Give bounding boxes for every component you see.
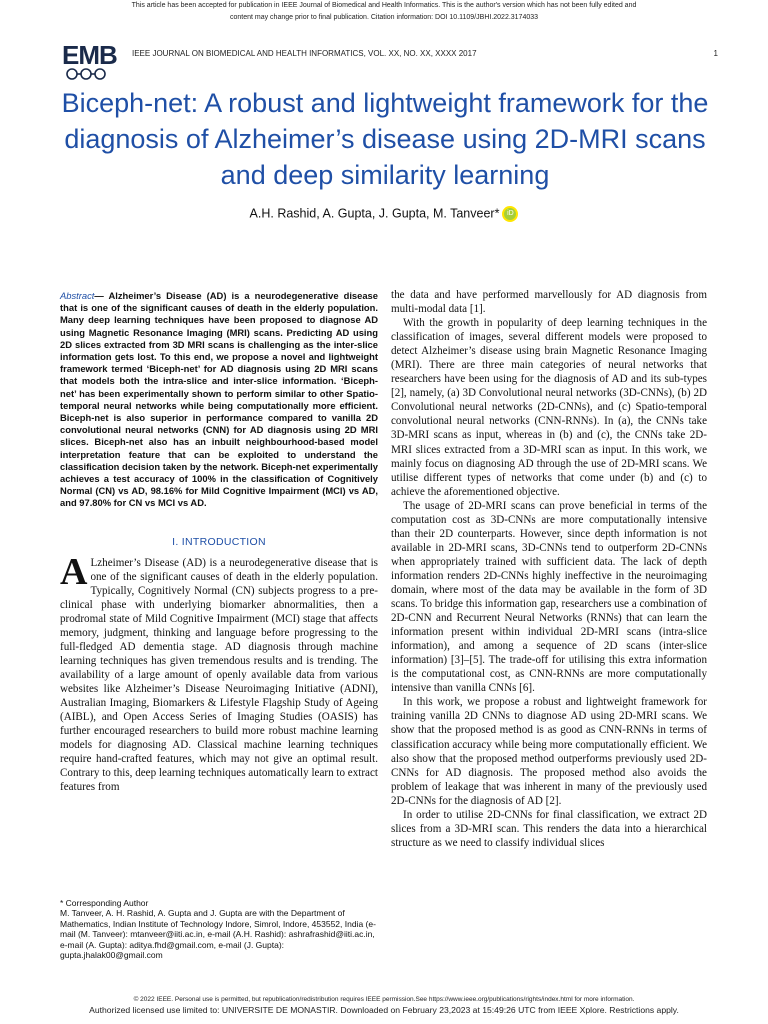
authors-text: A.H. Rashid, A. Gupta, J. Gupta, M. Tanveer* [249, 206, 500, 221]
author-affiliation-note: M. Tanveer, A. H. Rashid, A. Gupta and J. Gupta are with the Department of Mathematics, Indian Institute of Technology Indore, Simrol, Indore, 453552, India (e-mail (M. Tanveer): mtanveer@iiti.ac.in, e-mail (A.H. Rashid): ashrafrashid@iiti.ac.in, e-mail (A. Gupta): aditya.fhd@gmail.com, e-mail (J. Gupta): gupta.jhalak00@gmail.com [60, 908, 376, 961]
publication-notice [0, 0, 768, 24]
journal-running-header: IEEE JOURNAL ON BIOMEDICAL AND HEALTH INFORMATICS, VOL. XX, NO. XX, XXXX 2017 [132, 49, 477, 58]
emb-logo-text: EMB [62, 40, 117, 70]
copyright-notice: © 2022 IEEE. Personal use is permitted, but republication/redistribution requires IEEE permission.See https://www.ieee.org/publications/rights/index.html for more information. [133, 996, 635, 1003]
publication-notice-line1: This article has been accepted for publication in IEEE Journal of Biomedical and Health Informatics. This is the author's version which has not been fully edited and [131, 2, 637, 9]
emb-logo-graphic [66, 67, 106, 81]
footnote [60, 898, 378, 960]
dropcap: A [60, 550, 88, 593]
paragraph-2d-mri-usage: The usage of 2D-MRI scans can prove beneficial in terms of the computation cost as 3D-CNNs are more computationally intensive than their 2D counterparts. However, since depth information is not available in 2D-MRI scans, 3D-CNNs tend to outperform 2D-CNNs when appropriately trained with sufficient data. The lack of depth information renders 2D-CNNs highly ineffective in the neuroimaging domain, where most of the data may be available in the form of 3D scans. To bridge this information gap, researchers use a combination of 2D-CNN and Recurrent Neural Networks (RNNs) that can learn the information present within individual 2D-MRI scans (intra-slice information), and among a sequence of 2D scans (inter-slice information) [3]–[5]. The trade-off for utilising this extra information is the computational cost, as CNN-RNNs are more computationally intensive than vanilla CNNs [6]. [391, 499, 707, 695]
abstract [60, 290, 378, 510]
page-number: 1 [713, 49, 718, 58]
orcid-icon[interactable]: iD [502, 206, 518, 222]
paper-title: Biceph-net: A robust and lightweight framework for the diagnosis of Alzheimer’s disease using 2D-MRI scans and deep similarity learning [61, 88, 709, 190]
journal-header-bar [62, 40, 720, 68]
abstract-label: Abstract [60, 290, 95, 301]
left-column [60, 290, 378, 794]
intro-paragraph-text: Lzheimer’s Disease (AD) is a neurodegenerative disease that is one of the significant causes of death in the elderly population. Typically, Cognitively Normal (CN) subjects progress to a pre-clinical phase with underlying biomarker abnormalities, then a prodromal state of Mild Cognitive Impairment (MCI) stage that affects memory, judgment, thinking and language before progressing to the full-fledged AD dementia stage. AD diagnosis through machine learning techniques has given tremendous results and is trending. The availability of a large amount of openly available data from various websites like Alzheimer’s Disease Neuroimaging Initiative (ADNI), Australian Imaging, Biomarkers & Lifestyle Flagship Study of Ageing (AIBL), and Open Access Series of Imaging Studies (OASIS) has further encouraged researchers to build more robust machine learning models for diagnosing AD. Classical machine learning techniques require hand-crafted features, which may not give an optimal result. Contrary to this, deep learning techniques automatically learn to extract features from [60, 556, 378, 794]
paragraph-continuation: the data and have performed marvellously for AD diagnosis from multi-modal data [1]. [391, 289, 707, 316]
paragraph-this-work: In this work, we propose a robust and lightweight framework for training vanilla 2D CNNs to diagnose AD using 2D-MRI scans. We show that the proposed method is as good as CNN-RNNs in terms of classification accuracy while being more computationally efficient. We also show that the proposed method outperforms previously used 2D-CNNs for AD diagnosis. The proposed method also avoids the problem of leakage that was inherent in many of the previously used 2D-CNNs for the diagnosis of AD [2]. [391, 696, 707, 807]
intro-paragraph [60, 550, 378, 795]
author-list [0, 206, 768, 222]
right-column [391, 288, 707, 850]
paragraph-deep-learning-growth: With the growth in popularity of deep learning techniques in the classification of images, several different models were proposed to detect Alzheimer’s disease using brain Magnetic Resonance Imaging (MRI). There are three main categories of neural networks that researchers have been using for the diagnosis of AD and its sub-types [2], namely, (a) 3D Convolutional neural networks (3D-CNNs), (b) 2D Convolutional neural networks (2D-CNNs), and (c) Spatio-temporal convolutional neural networks (CNN-RNNs). In (a), the CNNs take 3D-MRI scans as input, whereas in (b) and (c), the CNNs take 2D-MRI slices extracted from a 3D-MRI scan as input. In this work, we mainly focus on diagnosing AD through the use of 2D-MRI scans. We utilise different types of networks that come under (b) and (c) to achieve the aforementioned objective. [391, 317, 707, 498]
paragraph-2d-slices: In order to utilise 2D-CNNs for final classification, we extract 2D slices from a 3D-MRI scan. This renders the data into a hierarchical structure as we need to classify individual slices [391, 808, 707, 849]
publication-notice-line2: content may change prior to final publication. Citation information: DOI 10.1109/JBHI.2022.3174033 [229, 14, 539, 21]
abstract-text: — Alzheimer’s Disease (AD) is a neurodegenerative disease that is one of the significant causes of death in the elderly population. Many deep learning techniques have been proposed to diagnose AD using Magnetic Resonance Imaging (MRI) scans. Predicting AD using 2D slices extracted from 3D MRI scans is challenging as the inter-slice information gets lost. To this end, we propose a novel and lightweight framework termed ‘Biceph-net’ for AD diagnosis using 2D MRI scans that models both the intra-slice and inter-slice information. ‘Biceph-net’ has been experimentally shown to perform similar to other Spatio-temporal neural networks while being computationally more efficient. Biceph-net is also superior in performance compared to vanilla 2D convolutional neural networks (CNN) for AD diagnosis using 2D MRI slices. Biceph-net also has an inbuilt neighbourhood-based model interpretation feature that can be exploited to understand the classification decision taken by the network. Biceph-net experimentally achieves a test accuracy of 100% in the classification of Cognitively Normal (CN) vs AD, 98.16% for Mild Cognitive Impairment (MCI) vs AD, and 97.80% for CN vs MCI vs AD. [60, 290, 378, 509]
emb-logo [62, 40, 126, 78]
section-heading-introduction: I. INTRODUCTION [172, 535, 266, 548]
license-notice: Authorized licensed use limited to: UNIVERSITE DE MONASTIR. Downloaded on February 23,2023 at 15:49:26 UTC from IEEE Xplore. Restrictions apply. [89, 1005, 679, 1015]
corresponding-author-note: * Corresponding Author [60, 898, 149, 908]
